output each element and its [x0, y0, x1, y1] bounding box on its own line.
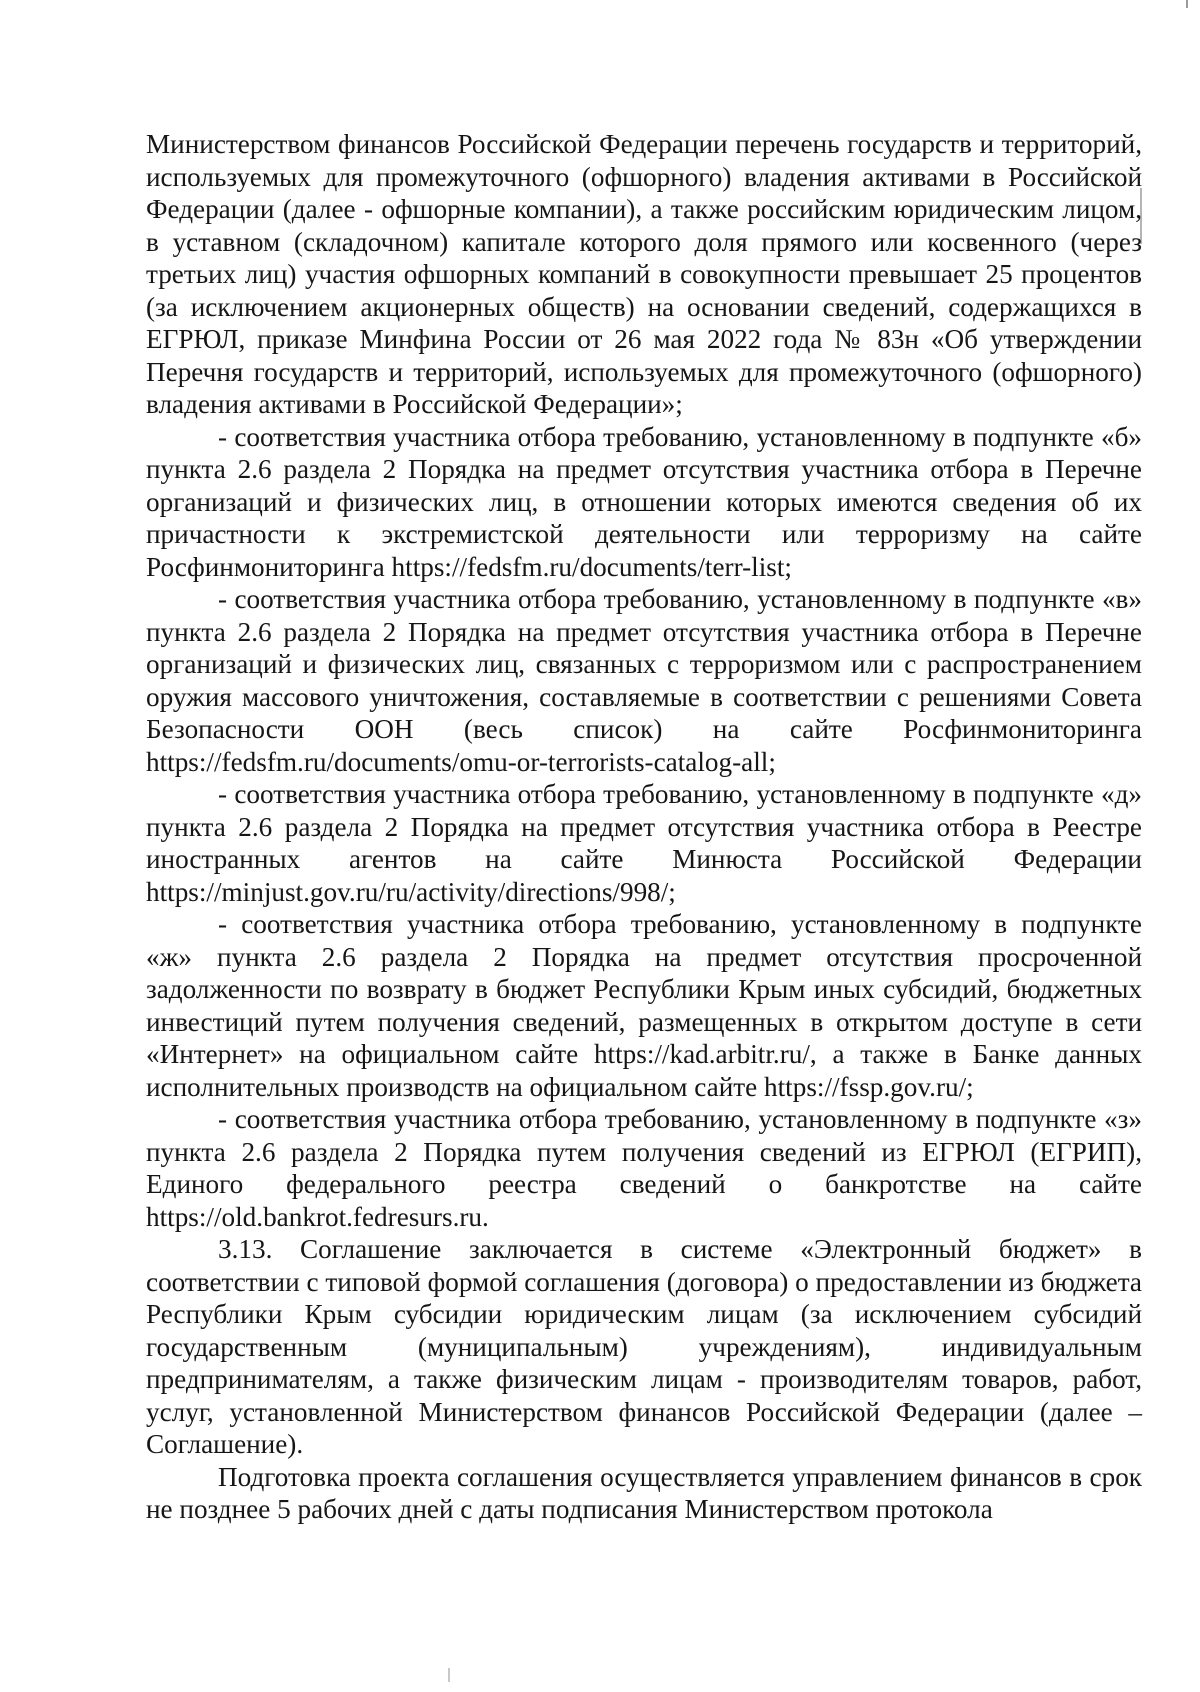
paragraph-un-sanctions-check: - соответствия участника отбора требованию, установленному в подпункте «в» пункта 2.6 раздела 2 Порядка на предмет отсутствия участника отбора в Перечне организаций и физических лиц, связанных с терроризмом или с распространением оружия массового уничтожения, составляемые в соответствии с решениями Совета Безопасности ООН (весь список) на сайте Росфинмониторинга https://fedsfm.ru/documents/omu-or-terrorists-catalog-all;	[146, 584, 1142, 777]
paragraph-extremism-check: - соответствия участника отбора требованию, установленному в подпункте «б» пункта 2.6 раздела 2 Порядка на предмет отсутствия участника отбора в Перечне организаций и физических лиц, в отношении которых имеются сведения об их причастности к экстремистской деятельности или терроризму на сайте Росфинмониторинга https://fedsfm.ru/documents/terr-list;	[146, 421, 1142, 582]
paragraph-section-3-13: 3.13. Соглашение заключается в системе «Электронный бюджет» в соответствии с типовой формой соглашения (договора) о предоставлении из бюджета Республики Крым субсидии юридическим лицам (за исключением субсидий государственным (муниципальным) учреждениям), индивидуальным предпринимателям, а также физическим лицам - производителям товаров, работ, услуг, установленной Министерством финансов Российской Федерации (далее – Соглашение).	[146, 1234, 1142, 1459]
scan-corner-mark	[1186, 0, 1188, 8]
scan-bottom-mark	[448, 1668, 450, 1682]
paragraph-offshore-continuation: Министерством финансов Российской Федерации перечень государств и территорий, используемых для промежуточного (офшорного) владения активами в Российской Федерации (далее - офшорные компании), а также российским юридическим лицом, в уставном (складочном) капитале которого доля прямого или косвенного (через третьих лиц) участия офшорных компаний в совокупности превышает 25 процентов (за исключением акционерных обществ) на основании сведений, содержащихся в ЕГРЮЛ, приказе Минфина России от 26 мая 2022 года № 83н «Об утверждении Перечня государств и территорий, используемых для промежуточного (офшорного) владения активами в Российской Федерации»;	[146, 129, 1142, 419]
paragraph-bankruptcy-check: - соответствия участника отбора требованию, установленному в подпункте «з» пункта 2.6 раздела 2 Порядка путем получения сведений из ЕГРЮЛ (ЕГРИП), Единого федерального реестра сведений о банкротстве на сайте https://old.bankrot.fedresurs.ru.	[146, 1104, 1142, 1232]
paragraph-foreign-agents-check: - соответствия участника отбора требованию, установленному в подпункте «д» пункта 2.6 раздела 2 Порядка на предмет отсутствия участника отбора в Реестре иностранных агентов на сайте Минюста Российской Федерации https://minjust.gov.ru/ru/activity/directions/998/;	[146, 779, 1142, 907]
paragraph-debt-check: - соответствия участника отбора требованию, установленному в подпункте «ж» пункта 2.6 раздела 2 Порядка на предмет отсутствия просроченной задолженности по возврату в бюджет Республики Крым иных субсидий, бюджетных инвестиций путем получения сведений, размещенных в открытом доступе в сети «Интернет» на официальном сайте https://kad.arbitr.ru/, а также в Банке данных исполнительных производств на официальном сайте https://fssp.gov.ru/;	[146, 909, 1142, 1102]
document-page	[146, 128, 1142, 1526]
paragraph-agreement-preparation: Подготовка проекта соглашения осуществляется управлением финансов в срок не позднее 5 рабочих дней с даты подписания Министерством протокола	[146, 1461, 1142, 1524]
